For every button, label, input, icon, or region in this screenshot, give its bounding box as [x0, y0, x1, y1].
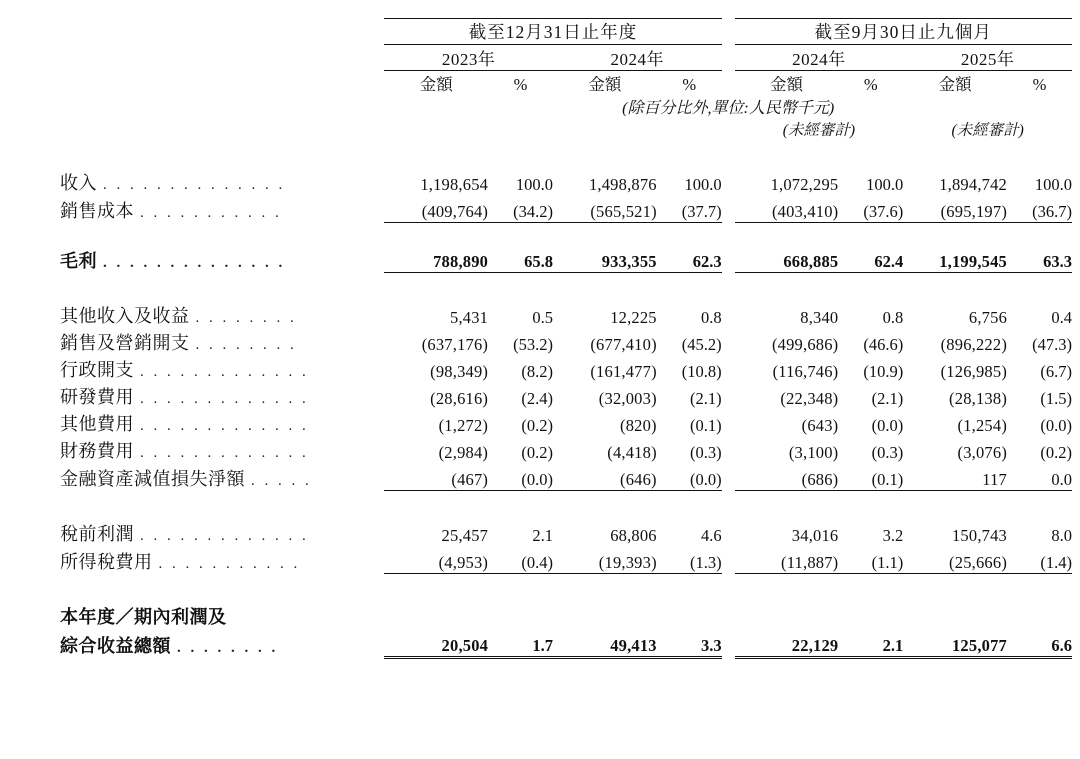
cell-value: (403,410) [735, 195, 839, 223]
cell-value: (3,100) [788, 443, 839, 462]
spacer-row-1 [60, 140, 1072, 168]
cell-value: (46.6) [863, 335, 904, 354]
cell-value: 6,756 [968, 308, 1008, 327]
corner-cell [60, 19, 384, 45]
cell-value: 20,504 [384, 629, 488, 658]
table-row [60, 245, 1072, 273]
group-gap-2 [722, 45, 735, 71]
cell-value: (2.1) [690, 389, 722, 408]
cell-value: (6.7) [1040, 362, 1072, 381]
cell-value: (0.0) [1040, 416, 1072, 435]
cell-value: (98,349) [430, 362, 489, 381]
header-group-year: 截至12月31日止年度 [384, 19, 721, 45]
empty-cells [384, 602, 1072, 629]
row-label-profit-total-line1: 本年度／期內利潤及 [60, 607, 227, 627]
unaudited-row [60, 118, 1072, 140]
unaudited-blank [384, 118, 721, 140]
cell-value: 68,806 [610, 526, 657, 545]
cell-value: 788,890 [384, 245, 488, 273]
cell-value: (0.2) [521, 416, 553, 435]
cell-value: 0.8 [882, 308, 904, 327]
leader-dots: . . . . . . . . . . . . . [140, 364, 309, 380]
group-gap-3 [722, 71, 735, 96]
header-year-2024-9m: 2024年 [735, 45, 904, 71]
table-row [60, 195, 1072, 223]
cell-value: 3.2 [882, 526, 904, 545]
cell-value: (1.5) [1040, 389, 1072, 408]
cell-value: (126,985) [940, 362, 1008, 381]
cell-value: (47.3) [1032, 335, 1072, 354]
cell-value: 63.3 [1007, 245, 1072, 273]
cell-value: (25,666) [903, 546, 1007, 574]
cell-value: (0.4) [488, 546, 553, 574]
row-label-other-expenses: 其他費用 . . . . . . . . . . . . . [60, 414, 309, 434]
cell-value: 125,077 [903, 629, 1007, 658]
subheader-amount-4: 金額 [938, 75, 972, 94]
corner-cell-5 [60, 118, 384, 140]
cell-value: (36.7) [1007, 195, 1072, 223]
table-row [60, 629, 1072, 658]
leader-dots: . . . . . . . . . . . . . [140, 445, 309, 461]
cell-value: 150,743 [951, 526, 1008, 545]
header-year-2024-fy: 2024年 [553, 45, 722, 71]
table-row [60, 519, 1072, 546]
table-row [60, 328, 1072, 355]
row-label-gross-profit: 毛利 . . . . . . . . . . . . . . [60, 250, 286, 271]
cell-value: (4,953) [384, 546, 488, 574]
cell-value: (1.4) [1007, 546, 1072, 574]
leader-dots: . . . . . . . . . . . [158, 555, 301, 572]
cell-value: (37.6) [838, 195, 903, 223]
table-row [60, 355, 1072, 382]
spacer-row-3 [60, 273, 1072, 302]
table-row [60, 382, 1072, 409]
subheader-percent-2: % [682, 75, 697, 94]
cell-value: 22,129 [735, 629, 839, 658]
leader-dots: . . . . . . . . . . . . . . [103, 177, 286, 193]
cell-value: 100.0 [1034, 175, 1072, 194]
cell-value: 1,199,545 [903, 245, 1007, 273]
header-subcolumn-row [60, 71, 1072, 96]
leader-dots: . . . . . . . . . . . [140, 204, 282, 221]
cell-value: (28,616) [430, 389, 489, 408]
corner-cell-2 [60, 45, 384, 71]
row-label-selling-marketing: 銷售及營銷開支 . . . . . . . . [60, 333, 297, 353]
cell-value: 100.0 [684, 175, 722, 194]
cell-value: 1.7 [488, 629, 553, 658]
cell-value: (10.8) [681, 362, 722, 381]
cell-value: 0.5 [532, 308, 553, 327]
group-gap [722, 19, 735, 45]
cell-value: 2.1 [838, 629, 903, 658]
cell-value: 668,885 [735, 245, 839, 273]
cell-value: (8.2) [521, 362, 553, 381]
cell-value: (0.1) [690, 416, 722, 435]
group-gap-4 [722, 118, 735, 140]
unit-note-row [60, 95, 1072, 118]
cell-value: (565,521) [553, 195, 657, 223]
row-label-total-comprehensive-income: 綜合收益總額 . . . . . . . . [60, 635, 279, 656]
cell-value: 100.0 [515, 175, 553, 194]
leader-dots: . . . . . . . . . . . . . . [103, 254, 286, 271]
leader-dots: . . . . . . . . [195, 337, 297, 353]
subheader-percent-1: % [513, 75, 528, 94]
cell-value: (3,076) [957, 443, 1008, 462]
subheader-amount-1: 金額 [419, 75, 453, 94]
cell-value: (677,410) [590, 335, 657, 354]
cell-value: (22,348) [780, 389, 839, 408]
cell-value: 49,413 [553, 629, 657, 658]
table-row [60, 409, 1072, 436]
unaudited-label-2024: (未經審計) [782, 122, 856, 139]
cell-value: 62.3 [657, 245, 722, 273]
cell-value: (28,138) [949, 389, 1008, 408]
cell-value: (896,222) [940, 335, 1008, 354]
spacer-row-2 [60, 223, 1072, 246]
cell-value: (0.0) [871, 416, 904, 435]
table-row [60, 463, 1072, 491]
cell-value: (695,197) [903, 195, 1007, 223]
cell-value: (0.3) [871, 443, 904, 462]
cell-value: 12,225 [610, 308, 657, 327]
cell-value: (0.0) [488, 463, 553, 491]
cell-value: (0.0) [657, 463, 722, 491]
cell-value: 34,016 [791, 526, 839, 545]
table-row [60, 436, 1072, 463]
cell-value: (34.2) [488, 195, 553, 223]
subheader-percent-4: % [1032, 75, 1047, 94]
header-year-row [60, 45, 1072, 71]
table-row [60, 301, 1072, 328]
leader-dots: . . . . . . . . [195, 310, 297, 326]
cell-value: 62.4 [838, 245, 903, 273]
cell-value: (37.7) [657, 195, 722, 223]
row-label-admin-expenses: 行政開支 . . . . . . . . . . . . . [60, 360, 309, 380]
header-year-2023: 2023年 [384, 45, 553, 71]
cell-value: (2.1) [871, 389, 904, 408]
row-label-rd-expenses: 研發費用 . . . . . . . . . . . . . [60, 387, 309, 407]
leader-dots: . . . . . . . . . . . . . [140, 528, 309, 544]
subheader-amount-2: 金額 [588, 75, 622, 94]
cell-value: (161,477) [590, 362, 657, 381]
cell-value: (45.2) [681, 335, 722, 354]
spacer-row-5 [60, 574, 1072, 603]
table-row [60, 602, 1072, 629]
unit-note: (除百分比外,單位:人民幣千元) [622, 100, 835, 117]
row-label-impairment-loss: 金融資產減值損失淨額 . . . . . [60, 468, 312, 489]
cell-value: (53.2) [513, 335, 553, 354]
cell-value: 8,340 [800, 308, 839, 327]
cell-value: 0.8 [701, 308, 722, 327]
row-label-cost-of-sales: 銷售成本 . . . . . . . . . . . [60, 200, 282, 221]
cell-value: (1,254) [957, 416, 1008, 435]
cell-value: (409,764) [384, 195, 488, 223]
cell-value: 0.0 [1007, 463, 1072, 491]
table-row [60, 546, 1072, 574]
cell-value: (499,686) [771, 335, 839, 354]
cell-value: 100.0 [866, 175, 904, 194]
cell-value: 5,431 [450, 308, 489, 327]
income-statement-table [60, 18, 1072, 659]
row-label-profit-before-tax: 稅前利潤 . . . . . . . . . . . . . [60, 524, 309, 544]
cell-value: 65.8 [488, 245, 553, 273]
cell-value: 1,894,742 [939, 175, 1008, 194]
cell-value: (820) [620, 416, 657, 435]
cell-value: 1,072,295 [770, 175, 839, 194]
cell-value: (116,746) [772, 362, 839, 381]
cell-value: (4,418) [607, 443, 657, 462]
cell-value: (0.2) [521, 443, 553, 462]
row-label-revenue: 收入 . . . . . . . . . . . . . . [60, 173, 286, 193]
corner-cell-3 [60, 71, 384, 96]
cell-value: (11,887) [735, 546, 839, 574]
cell-value: 0.4 [1051, 308, 1072, 327]
row-label-finance-costs: 財務費用 . . . . . . . . . . . . . [60, 441, 309, 461]
subheader-amount-3: 金額 [769, 75, 803, 94]
cell-value: 2.1 [532, 526, 553, 545]
spacer-row-4 [60, 491, 1072, 520]
header-year-2025-9m: 2025年 [903, 45, 1072, 71]
leader-dots: . . . . . [251, 472, 312, 489]
cell-value: 3.3 [657, 629, 722, 658]
cell-value: (646) [553, 463, 657, 491]
cell-value: (467) [384, 463, 488, 491]
cell-value: 933,355 [553, 245, 657, 273]
cell-value: (1,272) [438, 416, 489, 435]
cell-value: (2,984) [438, 443, 489, 462]
header-group-row [60, 19, 1072, 45]
header-group-nine-months: 截至9月30日止九個月 [735, 19, 1072, 45]
cell-value: 6.6 [1007, 629, 1072, 658]
corner-cell-4 [60, 95, 384, 118]
cell-value: 4.6 [701, 526, 722, 545]
cell-value: 8.0 [1051, 526, 1072, 545]
cell-value: (19,393) [553, 546, 657, 574]
leader-dots: . . . . . . . . [177, 639, 279, 656]
cell-value: 1,198,654 [420, 175, 489, 194]
cell-value: 25,457 [441, 526, 489, 545]
leader-dots: . . . . . . . . . . . . . [140, 418, 309, 434]
cell-value: (32,003) [598, 389, 657, 408]
cell-value: (637,176) [421, 335, 489, 354]
table-row [60, 168, 1072, 195]
cell-value: (1.3) [657, 546, 722, 574]
unaudited-label-2025: (未經審計) [951, 122, 1024, 139]
cell-value: (686) [735, 463, 839, 491]
cell-value: (1.1) [838, 546, 903, 574]
cell-value: 117 [903, 463, 1007, 491]
cell-value: (0.1) [838, 463, 903, 491]
row-label-other-income: 其他收入及收益 . . . . . . . . [60, 306, 297, 326]
subheader-percent-3: % [863, 75, 878, 94]
row-label-income-tax: 所得稅費用 . . . . . . . . . . . [60, 551, 301, 572]
cell-value: (10.9) [863, 362, 904, 381]
cell-value: (2.4) [521, 389, 553, 408]
cell-value: (0.3) [690, 443, 722, 462]
cell-value: 1,498,876 [588, 175, 657, 194]
leader-dots: . . . . . . . . . . . . . [140, 391, 309, 407]
cell-value: (643) [801, 416, 839, 435]
cell-value: (0.2) [1040, 443, 1072, 462]
